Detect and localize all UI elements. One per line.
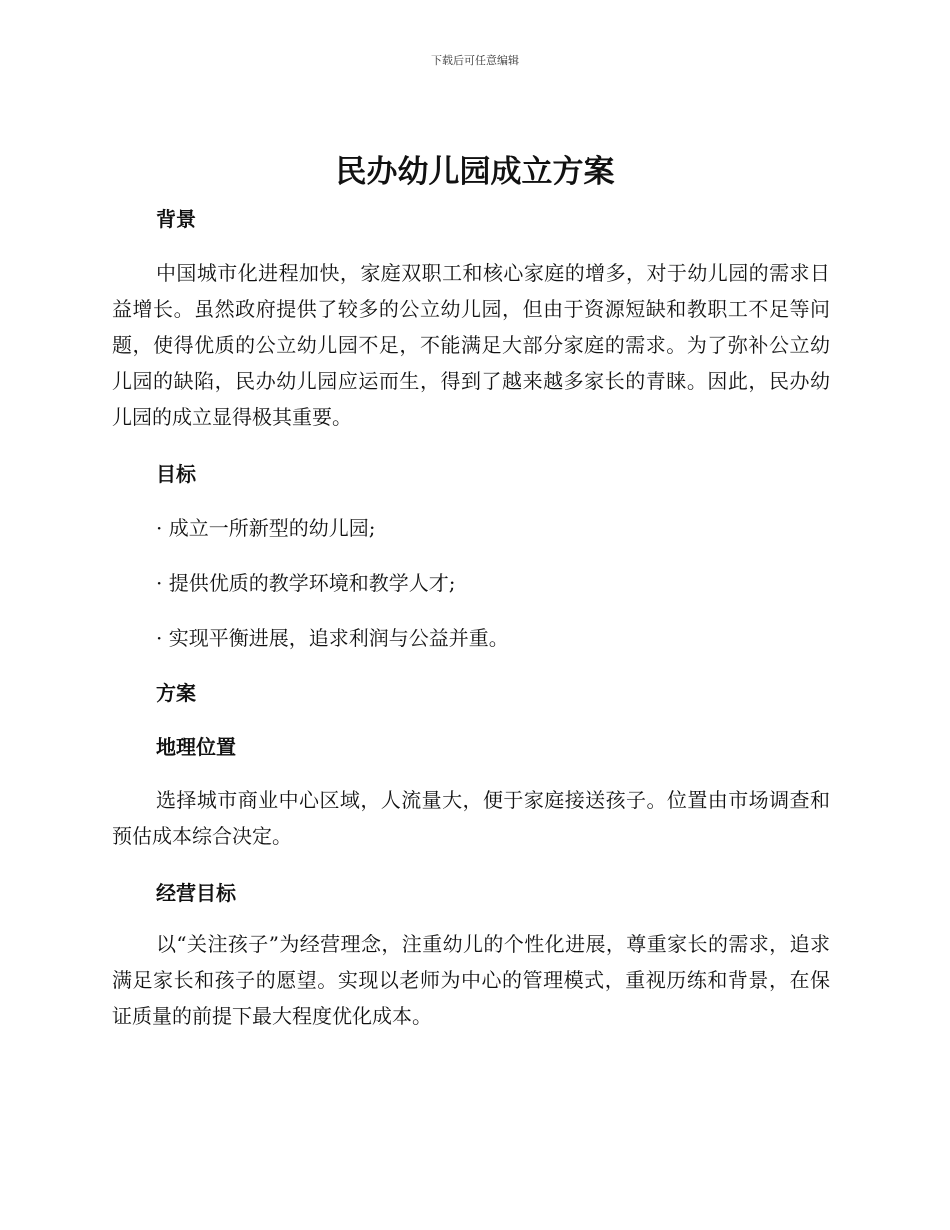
paragraph-location: 选择城市商业中心区域，人流量大，便于家庭接送孩子。位置由市场调查和预估成本综合决定。 [112,788,830,848]
header-note: 下载后可任意编辑 [431,54,519,67]
heading-location: 地理位置 [156,735,236,759]
heading-business-goals: 经营目标 [156,881,236,905]
paragraph-background: 中国城市化进程加快，家庭双职工和核心家庭的增多，对于幼儿园的需求日益增长。虽然政府提供了较多的公立幼儿园，但由于资源短缺和教职工不足等问题，使得优质的公立幼儿园不足，不能满足大部分家庭的需求。为了弥补公立幼儿园的缺陷，民办幼儿园应运而生，得到了越来越多家长的青睐。因此，民办幼儿园的成立显得极其重要。 [112,261,830,429]
heading-goals: 目标 [156,462,196,486]
heading-background: 背景 [156,207,196,231]
document-body [112,200,830,1034]
document-title: 民办幼儿园成立方案 [335,154,615,190]
heading-plan: 方案 [156,681,196,705]
goal-item-3: · 实现平衡进展，追求利润与公益并重。 [156,626,509,650]
goal-item-2: · 提供优质的教学环境和教学人才; [156,571,456,595]
paragraph-business-goals: 以“关注孩子”为经营理念，注重幼儿的个性化进展，尊重家长的需求，追求满足家长和孩子的愿望。实现以老师为中心的管理模式，重视历练和背景，在保证质量的前提下最大程度优化成本。 [112,932,830,1028]
goal-item-1: · 成立一所新型的幼儿园; [156,516,376,540]
